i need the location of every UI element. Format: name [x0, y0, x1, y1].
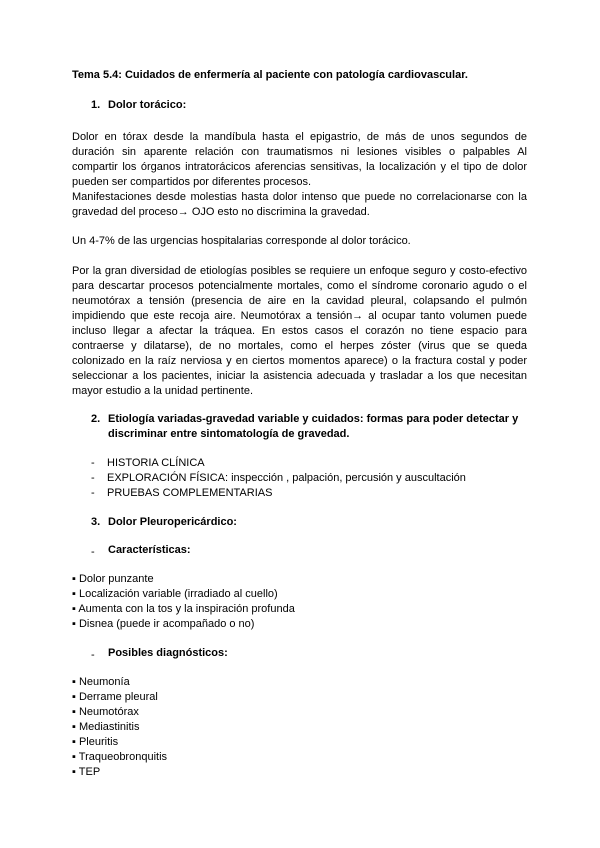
list-item: ▪ Neumonía	[72, 676, 130, 688]
paragraph-line: neumotórax a tensión (presencia de aire en la cavidad pleural, colapsando el pulmón	[72, 295, 527, 307]
paragraph-line: Un 4-7% de las urgencias hospitalarias corresponde al dolor torácico.	[72, 235, 411, 247]
list-dash: -	[91, 472, 95, 484]
paragraph-line: contraerse y dilatarse), de no mortales, como el herpes zóster (virus que se queda	[72, 340, 527, 352]
list-item: ▪ Mediastinitis	[72, 721, 140, 733]
section-3-heading: Dolor Pleuropericárdico:	[108, 516, 237, 528]
paragraph-line: duración sin aparente relación con traumatismos ni lesiones visibles o palpables Al	[72, 146, 527, 158]
list-item: EXPLORACIÓN FÍSICA: inspección , palpación, percusión y auscultación	[107, 472, 466, 484]
paragraph-line: seleccionar a los pacientes, iniciar la asistencia adecuada y trasladar a los que necesitan	[72, 370, 527, 382]
document-title: Tema 5.4: Cuidados de enfermería al paciente con patología cardiovascular.	[72, 69, 468, 81]
paragraph-line: para descartar procesos potencialmente mortales, como el síndrome coronario agudo o el	[72, 280, 527, 292]
list-item: ▪ Pleuritis	[72, 736, 119, 748]
paragraph-line: incluso llegar a afectar la tráquea. En estos casos el corazón no tiene espacio para	[72, 325, 527, 337]
list-item: ▪ Dolor punzante	[72, 573, 154, 585]
list-dash: -	[91, 457, 95, 469]
section-1-heading: Dolor torácico:	[108, 99, 187, 111]
paragraph-line: Dolor en tórax desde la mandíbula hasta el epigastrio, de más de unos segundos de	[72, 131, 527, 143]
section-3-number: 3.	[91, 516, 101, 528]
paragraph-line: compartir los órganos intratorácicos aferencias sensitivas, la localización y el tipo de dolor	[72, 161, 527, 173]
section-2-heading: Etiología variadas-gravedad variable y cuidados: formas para poder detectar y	[108, 413, 519, 425]
list-item: ▪ Aumenta con la tos y la inspiración profunda	[72, 603, 295, 615]
subheading-dash: -	[91, 649, 95, 661]
diagnoses-heading: Posibles diagnósticos:	[108, 647, 228, 659]
section-2-number: 2.	[91, 413, 101, 425]
section-1-number: 1.	[91, 99, 101, 111]
list-item: ▪ Neumotórax	[72, 706, 139, 718]
paragraph-line: gravedad del proceso→ OJO esto no discrimina la gravedad.	[72, 206, 370, 218]
list-item: PRUEBAS COMPLEMENTARIAS	[107, 487, 273, 499]
paragraph-line: pueden ser compartidos por diferentes procesos.	[72, 176, 312, 188]
subheading-dash: -	[91, 546, 95, 558]
list-item: ▪ Localización variable (irradiado al cuello)	[72, 588, 278, 600]
list-item: ▪ Derrame pleural	[72, 691, 158, 703]
paragraph-line: Por la gran diversidad de etiologías posibles se requiere un enfoque seguro y costo-efectivo	[72, 265, 527, 277]
paragraph-line: Manifestaciones desde molestias hasta dolor intenso que puede no correlacionarse con la	[72, 191, 527, 203]
characteristics-heading: Características:	[108, 544, 191, 556]
paragraph-line: mayor estudio a la unidad pertinente.	[72, 385, 254, 397]
list-item: ▪ Disnea (puede ir acompañado o no)	[72, 618, 255, 630]
list-item: HISTORIA CLÍNICA	[107, 457, 205, 469]
list-dash: -	[91, 487, 95, 499]
section-2-heading-continued: discriminar entre sintomatología de gravedad.	[108, 428, 350, 440]
paragraph-line: colonizado en la raíz nerviosa y en ciertos momentos aparece) o la fractura costal y poder	[72, 355, 527, 367]
paragraph-line: impidiendo que este recoja aire. Neumotórax a tensión→ al ocupar tanto volumen puede	[72, 310, 527, 322]
list-item: ▪ TEP	[72, 766, 101, 778]
list-item: ▪ Traqueobronquitis	[72, 751, 168, 763]
